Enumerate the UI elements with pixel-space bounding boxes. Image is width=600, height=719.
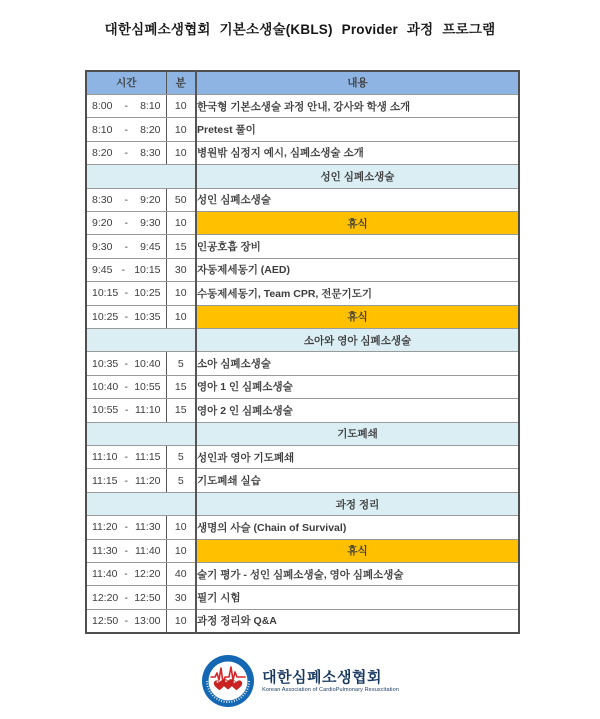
time-separator: - bbox=[124, 100, 128, 113]
time-end: 11:30 bbox=[135, 521, 161, 534]
minutes-cell: 5 bbox=[166, 446, 196, 469]
section-row bbox=[86, 422, 519, 445]
time-start: 11:10 bbox=[92, 451, 118, 464]
time-range bbox=[87, 475, 166, 487]
content-cell: 한국형 기본소생술 과정 안내, 강사와 학생 소개 bbox=[196, 94, 519, 117]
time-end: 11:40 bbox=[135, 544, 161, 557]
schedule-row bbox=[86, 446, 519, 469]
time-range bbox=[87, 311, 166, 323]
minutes-cell: 40 bbox=[166, 563, 196, 586]
time-cell bbox=[86, 563, 166, 586]
time-separator: - bbox=[124, 451, 128, 464]
time-separator: - bbox=[124, 474, 128, 487]
time-end: 11:15 bbox=[135, 451, 161, 464]
content-cell: 인공호흡 장비 bbox=[196, 235, 519, 258]
time-end: 10:35 bbox=[134, 310, 161, 323]
time-separator: - bbox=[124, 123, 128, 136]
time-range bbox=[87, 568, 166, 580]
time-range bbox=[87, 264, 166, 276]
time-cell bbox=[86, 118, 166, 141]
header-content: 내용 bbox=[196, 71, 519, 94]
content-cell: 수동제세동기, Team CPR, 전문기도기 bbox=[196, 282, 519, 305]
section-title-cell: 소아와 영아 심폐소생술 bbox=[196, 328, 519, 351]
break-label-cell: 휴식 bbox=[196, 211, 519, 234]
time-start: 11:15 bbox=[92, 474, 118, 487]
schedule-row bbox=[86, 258, 519, 281]
content-cell: 생명의 사슬 (Chain of Survival) bbox=[196, 516, 519, 539]
time-start: 11:40 bbox=[92, 568, 118, 581]
time-end: 11:20 bbox=[135, 474, 161, 487]
time-range bbox=[87, 287, 166, 299]
schedule-row bbox=[86, 516, 519, 539]
time-start: 11:20 bbox=[92, 521, 118, 534]
time-start: 8:10 bbox=[92, 123, 113, 136]
minutes-cell: 10 bbox=[166, 118, 196, 141]
section-spacer-cell bbox=[86, 492, 196, 515]
minutes-cell: 10 bbox=[166, 141, 196, 164]
minutes-cell: 10 bbox=[166, 211, 196, 234]
time-end: 10:25 bbox=[134, 287, 161, 300]
schedule-row bbox=[86, 399, 519, 422]
time-range bbox=[87, 521, 166, 533]
schedule-row bbox=[86, 141, 519, 164]
time-range bbox=[87, 451, 166, 463]
schedule-row bbox=[86, 235, 519, 258]
minutes-cell: 5 bbox=[166, 469, 196, 492]
time-range bbox=[87, 241, 166, 253]
time-range bbox=[87, 100, 166, 112]
break-label-cell: 휴식 bbox=[196, 305, 519, 328]
content-cell: 소아 심폐소생술 bbox=[196, 352, 519, 375]
content-cell: 과정 정리와 Q&A bbox=[196, 609, 519, 632]
time-cell bbox=[86, 539, 166, 562]
section-title-cell: 과정 정리 bbox=[196, 492, 519, 515]
time-start: 8:20 bbox=[92, 146, 113, 159]
schedule-row bbox=[86, 282, 519, 305]
time-cell bbox=[86, 282, 166, 305]
time-start: 9:20 bbox=[92, 217, 113, 230]
schedule-row bbox=[86, 609, 519, 632]
break-row bbox=[86, 539, 519, 562]
schedule-row bbox=[86, 188, 519, 211]
time-cell bbox=[86, 305, 166, 328]
content-cell: 병원밖 심정지 예시, 심폐소생술 소개 bbox=[196, 141, 519, 164]
time-start: 10:25 bbox=[92, 310, 119, 323]
minutes-cell: 10 bbox=[166, 609, 196, 632]
section-row bbox=[86, 328, 519, 351]
org-text-block bbox=[262, 669, 399, 694]
time-cell bbox=[86, 235, 166, 258]
time-end: 10:15 bbox=[134, 263, 161, 276]
content-cell: 영아 2 인 심폐소생술 bbox=[196, 399, 519, 422]
time-cell bbox=[86, 516, 166, 539]
time-end: 9:30 bbox=[140, 217, 161, 230]
org-logo bbox=[0, 654, 600, 708]
time-cell bbox=[86, 609, 166, 632]
time-cell bbox=[86, 469, 166, 492]
time-separator: - bbox=[124, 591, 128, 604]
time-start: 8:30 bbox=[92, 193, 113, 206]
time-cell bbox=[86, 141, 166, 164]
minutes-cell: 10 bbox=[166, 539, 196, 562]
schedule-row bbox=[86, 118, 519, 141]
time-end: 9:20 bbox=[140, 193, 161, 206]
time-cell bbox=[86, 211, 166, 234]
content-cell: 필기 시험 bbox=[196, 586, 519, 609]
time-range bbox=[87, 147, 166, 159]
minutes-cell: 15 bbox=[166, 375, 196, 398]
time-range bbox=[87, 545, 166, 557]
time-range bbox=[87, 194, 166, 206]
content-cell: 자동제세동기 (AED) bbox=[196, 258, 519, 281]
header-minutes: 분 bbox=[166, 71, 196, 94]
schedule-table-body bbox=[86, 94, 519, 632]
time-cell bbox=[86, 188, 166, 211]
time-cell bbox=[86, 352, 166, 375]
minutes-cell: 30 bbox=[166, 586, 196, 609]
time-separator: - bbox=[124, 521, 128, 534]
time-cell bbox=[86, 399, 166, 422]
time-range bbox=[87, 358, 166, 370]
time-cell bbox=[86, 586, 166, 609]
time-start: 9:30 bbox=[92, 240, 113, 253]
time-end: 13:00 bbox=[134, 614, 161, 627]
schedule-table bbox=[85, 70, 520, 634]
time-start: 10:35 bbox=[92, 357, 119, 370]
time-cell bbox=[86, 375, 166, 398]
header-row bbox=[86, 71, 519, 94]
minutes-cell: 10 bbox=[166, 516, 196, 539]
time-end: 11:10 bbox=[135, 404, 161, 417]
time-separator: - bbox=[124, 380, 128, 393]
schedule-row bbox=[86, 469, 519, 492]
time-cell bbox=[86, 94, 166, 117]
time-start: 8:00 bbox=[92, 100, 113, 113]
minutes-cell: 10 bbox=[166, 305, 196, 328]
time-separator: - bbox=[124, 614, 128, 627]
time-separator: - bbox=[124, 217, 128, 230]
content-cell: Pretest 풀이 bbox=[196, 118, 519, 141]
time-start: 12:20 bbox=[92, 591, 119, 604]
time-cell bbox=[86, 258, 166, 281]
time-separator: - bbox=[121, 263, 126, 276]
section-title-cell: 성인 심폐소생술 bbox=[196, 165, 519, 188]
time-range bbox=[87, 217, 166, 229]
time-start: 10:40 bbox=[92, 380, 119, 393]
time-end: 10:55 bbox=[134, 380, 161, 393]
section-spacer-cell bbox=[86, 422, 196, 445]
schedule-row bbox=[86, 94, 519, 117]
minutes-cell: 10 bbox=[166, 94, 196, 117]
section-row bbox=[86, 492, 519, 515]
time-end: 8:30 bbox=[140, 146, 161, 159]
break-row bbox=[86, 305, 519, 328]
section-spacer-cell bbox=[86, 165, 196, 188]
schedule-row bbox=[86, 586, 519, 609]
schedule-row bbox=[86, 375, 519, 398]
minutes-cell: 15 bbox=[166, 235, 196, 258]
minutes-cell: 5 bbox=[166, 352, 196, 375]
section-row bbox=[86, 165, 519, 188]
time-separator: - bbox=[124, 357, 128, 370]
header-time: 시간 bbox=[86, 71, 166, 94]
time-separator: - bbox=[124, 310, 128, 323]
time-range bbox=[87, 592, 166, 604]
section-spacer-cell bbox=[86, 328, 196, 351]
content-cell: 기도폐쇄 실습 bbox=[196, 469, 519, 492]
time-cell bbox=[86, 446, 166, 469]
break-row bbox=[86, 211, 519, 234]
page-title: 대한심폐소생협회 기본소생술(KBLS) Provider 과정 프로그램 bbox=[104, 22, 496, 37]
minutes-cell: 50 bbox=[166, 188, 196, 211]
time-end: 12:50 bbox=[134, 591, 161, 604]
time-end: 8:20 bbox=[140, 123, 161, 136]
time-range bbox=[87, 381, 166, 393]
time-range bbox=[87, 124, 166, 136]
time-separator: - bbox=[124, 404, 129, 417]
time-separator: - bbox=[124, 146, 128, 159]
content-cell: 영아 1 인 심폐소생술 bbox=[196, 375, 519, 398]
schedule-row bbox=[86, 352, 519, 375]
time-range bbox=[87, 615, 166, 627]
time-start: 11:30 bbox=[92, 544, 118, 557]
time-end: 8:10 bbox=[140, 100, 161, 113]
time-separator: - bbox=[124, 568, 128, 581]
section-title-cell: 기도폐쇄 bbox=[196, 422, 519, 445]
break-label-cell: 휴식 bbox=[196, 539, 519, 562]
time-separator: - bbox=[124, 544, 128, 557]
time-start: 10:55 bbox=[92, 404, 119, 417]
time-separator: - bbox=[124, 287, 128, 300]
org-emblem-icon bbox=[201, 654, 255, 708]
org-name-en: Korean Association of CardioPulmonary Resuscitation bbox=[262, 686, 399, 693]
time-separator: - bbox=[124, 240, 128, 253]
schedule-row bbox=[86, 563, 519, 586]
time-separator: - bbox=[124, 193, 128, 206]
org-name: 대한심폐소생협회 bbox=[262, 668, 382, 686]
time-end: 12:20 bbox=[134, 568, 161, 581]
time-end: 9:45 bbox=[140, 240, 161, 253]
time-start: 9:45 bbox=[92, 263, 113, 276]
content-cell: 성인과 영아 기도폐쇄 bbox=[196, 446, 519, 469]
time-start: 12:50 bbox=[92, 614, 119, 627]
minutes-cell: 30 bbox=[166, 258, 196, 281]
time-start: 10:15 bbox=[92, 287, 119, 300]
minutes-cell: 10 bbox=[166, 282, 196, 305]
time-end: 10:40 bbox=[134, 357, 161, 370]
content-cell: 술기 평가 - 성인 심폐소생술, 영아 심폐소생술 bbox=[196, 563, 519, 586]
time-range bbox=[87, 404, 166, 416]
minutes-cell: 15 bbox=[166, 399, 196, 422]
content-cell: 성인 심폐소생술 bbox=[196, 188, 519, 211]
